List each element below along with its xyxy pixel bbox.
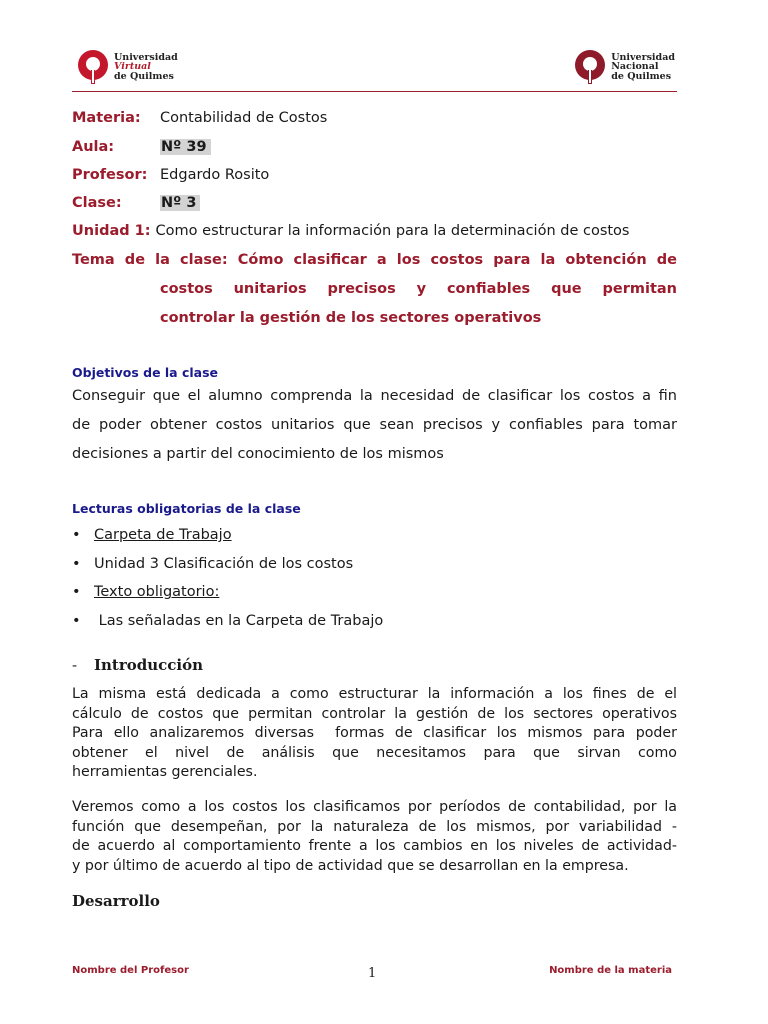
uvq-logo-text: Universidad Virtual de Quilmes <box>114 51 178 82</box>
page-number: 1 <box>368 966 377 981</box>
paragraph-line: cálculo de costos que permitan controlar la gestión de los sectores operativos <box>72 705 677 722</box>
lecturas-list <box>72 521 677 636</box>
desarrollo-heading: Desarrollo <box>72 892 160 910</box>
clase-value: Nº 3 <box>160 195 200 211</box>
paragraph-line: de poder obtener costos unitarios que sean precisos y confiables para tomar <box>72 417 677 433</box>
unq-logo-icon <box>573 48 607 86</box>
uvq-logo <box>76 48 178 86</box>
materia-value: Contabilidad de Costos <box>160 110 328 126</box>
heading-dash: - <box>72 656 78 674</box>
paragraph-line: obtener el nivel de análisis que necesitamos para que sirvan como <box>72 744 677 761</box>
objetivos-paragraph <box>72 382 677 469</box>
introduccion-paragraph-2 <box>72 798 677 876</box>
paragraph-line: y por último de acuerdo al tipo de actividad que se desarrollan en la empresa. <box>72 857 629 874</box>
list-item-link: Carpeta de Trabajo <box>94 527 232 543</box>
list-item <box>72 550 677 579</box>
list-item <box>72 607 677 636</box>
tema-line: Tema de la clase: Cómo clasificar a los costos para la obtención de <box>72 252 677 268</box>
unidad-row <box>72 223 629 239</box>
list-item <box>72 521 677 550</box>
aula-label: Aula: <box>72 139 115 155</box>
tema-line: costos unitarios precisos y confiables que permitan <box>160 281 677 297</box>
paragraph-line: de acuerdo al comportamiento frente a los cambios en los niveles de actividad- <box>72 838 677 854</box>
paragraph-line: Conseguir que el alumno comprenda la necesidad de clasificar los costos a fin <box>72 388 677 404</box>
aula-row <box>72 139 211 155</box>
paragraph-line: La misma está dedicada a como estructurar la información a los fines de el <box>72 686 677 702</box>
profesor-label: Profesor: <box>72 167 148 183</box>
introduccion-title: Introducción <box>94 656 204 674</box>
tema-line: controlar la gestión de los sectores operativos <box>160 310 542 326</box>
unidad-label: Unidad 1: <box>72 223 151 239</box>
clase-row <box>72 195 200 211</box>
unq-logo-text: Universidad Nacional de Quilmes <box>611 51 675 82</box>
aula-value: Nº 39 <box>160 139 211 155</box>
footer-subject-name: Nombre de la materia <box>549 965 672 976</box>
introduccion-heading <box>72 656 203 674</box>
materia-label: Materia: <box>72 110 141 126</box>
list-item-link: Texto obligatorio: <box>94 584 220 601</box>
clase-label: Clase: <box>72 195 122 211</box>
list-item-text: Las señaladas en la Carpeta de Trabajo <box>94 613 384 630</box>
list-item <box>72 578 677 607</box>
paragraph-line: decisiones a partir del conocimiento de los mismos <box>72 446 444 462</box>
footer-professor-name: Nombre del Profesor <box>72 965 189 976</box>
paragraph-line: Veremos como a los costos los clasificamos por períodos de contabilidad, por la <box>72 799 677 815</box>
paragraph-line: herramientas gerenciales. <box>72 764 258 780</box>
paragraph-line: Para ello analizaremos diversas formas de clasificar los mismos para poder <box>72 725 677 741</box>
unq-logo <box>573 48 675 86</box>
header-divider <box>72 91 677 92</box>
objetivos-heading: Objetivos de la clase <box>72 365 219 380</box>
page-header <box>72 48 677 90</box>
materia-row <box>72 110 327 126</box>
uvq-logo-icon <box>76 48 110 86</box>
paragraph-line: función que desempeñan, por la naturaleza de los mismos, por variabilidad - <box>72 818 677 835</box>
lecturas-heading: Lecturas obligatorias de la clase <box>72 501 301 516</box>
tema-block <box>72 246 677 333</box>
profesor-row <box>72 167 269 183</box>
profesor-value: Edgardo Rosito <box>160 167 270 183</box>
list-item-text: Unidad 3 Clasificación de los costos <box>94 555 354 572</box>
introduccion-paragraph-1 <box>72 685 677 783</box>
unidad-value: Como estructurar la información para la determinación de costos <box>155 223 630 239</box>
